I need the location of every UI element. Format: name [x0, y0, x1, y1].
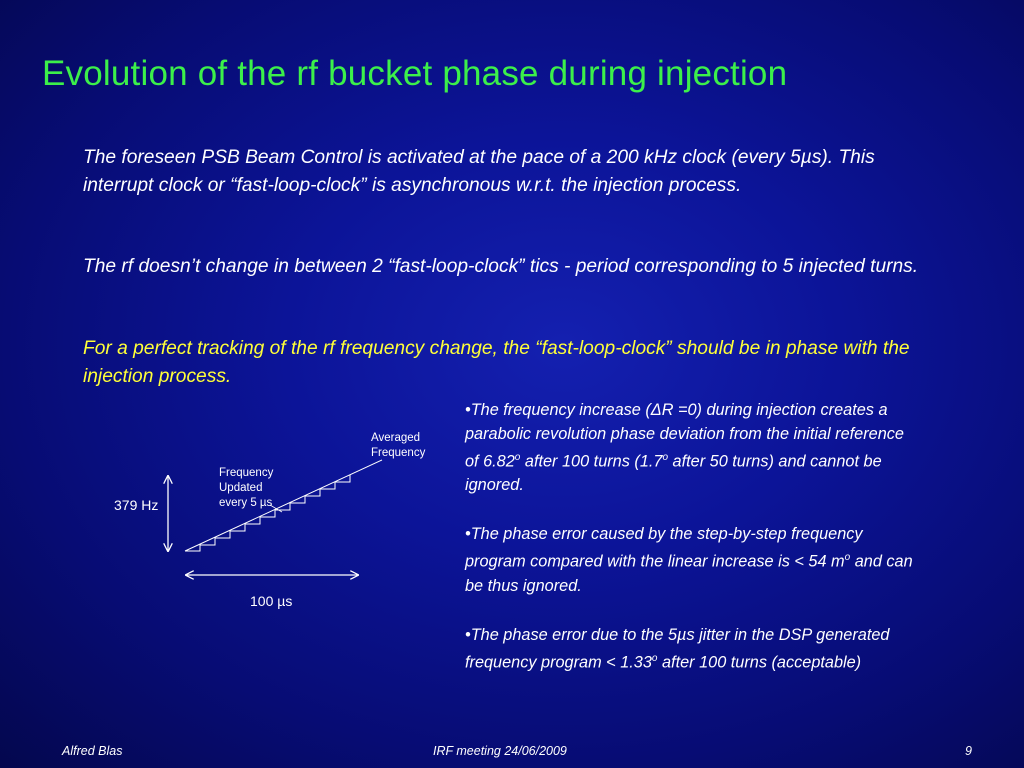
- bullet-3-degree: o: [651, 652, 658, 664]
- averaged-frequency-line: [185, 460, 382, 551]
- freq-label-line3: every 5 µs: [219, 497, 273, 509]
- bullet-1-degree: o: [514, 452, 521, 463]
- bullet-1-text-a: •The frequency increase (ΔR =0) during injection creates a parabolic revolution phase deviation from the initial reference of 6.82: [465, 401, 904, 471]
- bullet-list: [465, 398, 915, 699]
- footer-author: Alfred Blas: [62, 744, 123, 758]
- horizontal-span-label: 100 µs: [250, 593, 293, 609]
- bullet-item-phase-error-step: [465, 522, 915, 597]
- frequency-step-diagram: [100, 420, 450, 620]
- bullet-3-text-b: after 100 turns (acceptable): [657, 653, 862, 672]
- footer-page-number: 9: [965, 744, 972, 758]
- bullet-item-phase-error-jitter: [465, 623, 915, 674]
- footer-event: IRF meeting 24/06/2009: [433, 744, 567, 758]
- paragraph-beam-control: The foreseen PSB Beam Control is activated at the pace of a 200 kHz clock (every 5µs). This interrupt clock or “fast-loop-clock” is asynchronous w.r.t. the injection process.: [83, 147, 875, 196]
- bullet-1-degree-2: o: [662, 452, 669, 463]
- vertical-span-label: 379 Hz: [114, 497, 159, 513]
- slide-title: Evolution of the rf bucket phase during injection: [42, 54, 788, 93]
- freq-label-line2: Updated: [219, 482, 263, 494]
- bullet-1-text-b: after 100 turns (1.7: [520, 452, 663, 471]
- paragraph-tracking-highlight: For a perfect tracking of the rf frequency change, the “fast-loop-clock” should be in phase with the injection process.: [83, 338, 910, 387]
- averaged-label-line1: Averaged: [371, 432, 421, 444]
- paragraph-rf-fast-loop: The rf doesn’t change in between 2 “fast-loop-clock” tics - period corresponding to 5 injected turns.: [83, 256, 919, 277]
- averaged-label-line2: Frequency: [371, 447, 426, 459]
- bullet-item-frequency-increase: [465, 398, 915, 497]
- frequency-updated-label: [219, 466, 273, 511]
- bullet-1-text-c: after 50 turns) and cannot be ignored.: [465, 452, 882, 495]
- bullet-2-text-a: •The phase error caused by the step-by-step frequency program compared with the linear increase is < 54 m: [465, 525, 863, 571]
- bullet-3-text-a: •The phase error due to the 5µs jitter in the DSP generated frequency program < 1.33: [465, 625, 890, 672]
- bullet-2-text-b: and can be thus ignored.: [465, 552, 913, 595]
- averaged-frequency-label: [371, 431, 425, 461]
- freq-label-line1: Frequency: [219, 467, 274, 479]
- bullet-2-degree: o: [844, 552, 851, 564]
